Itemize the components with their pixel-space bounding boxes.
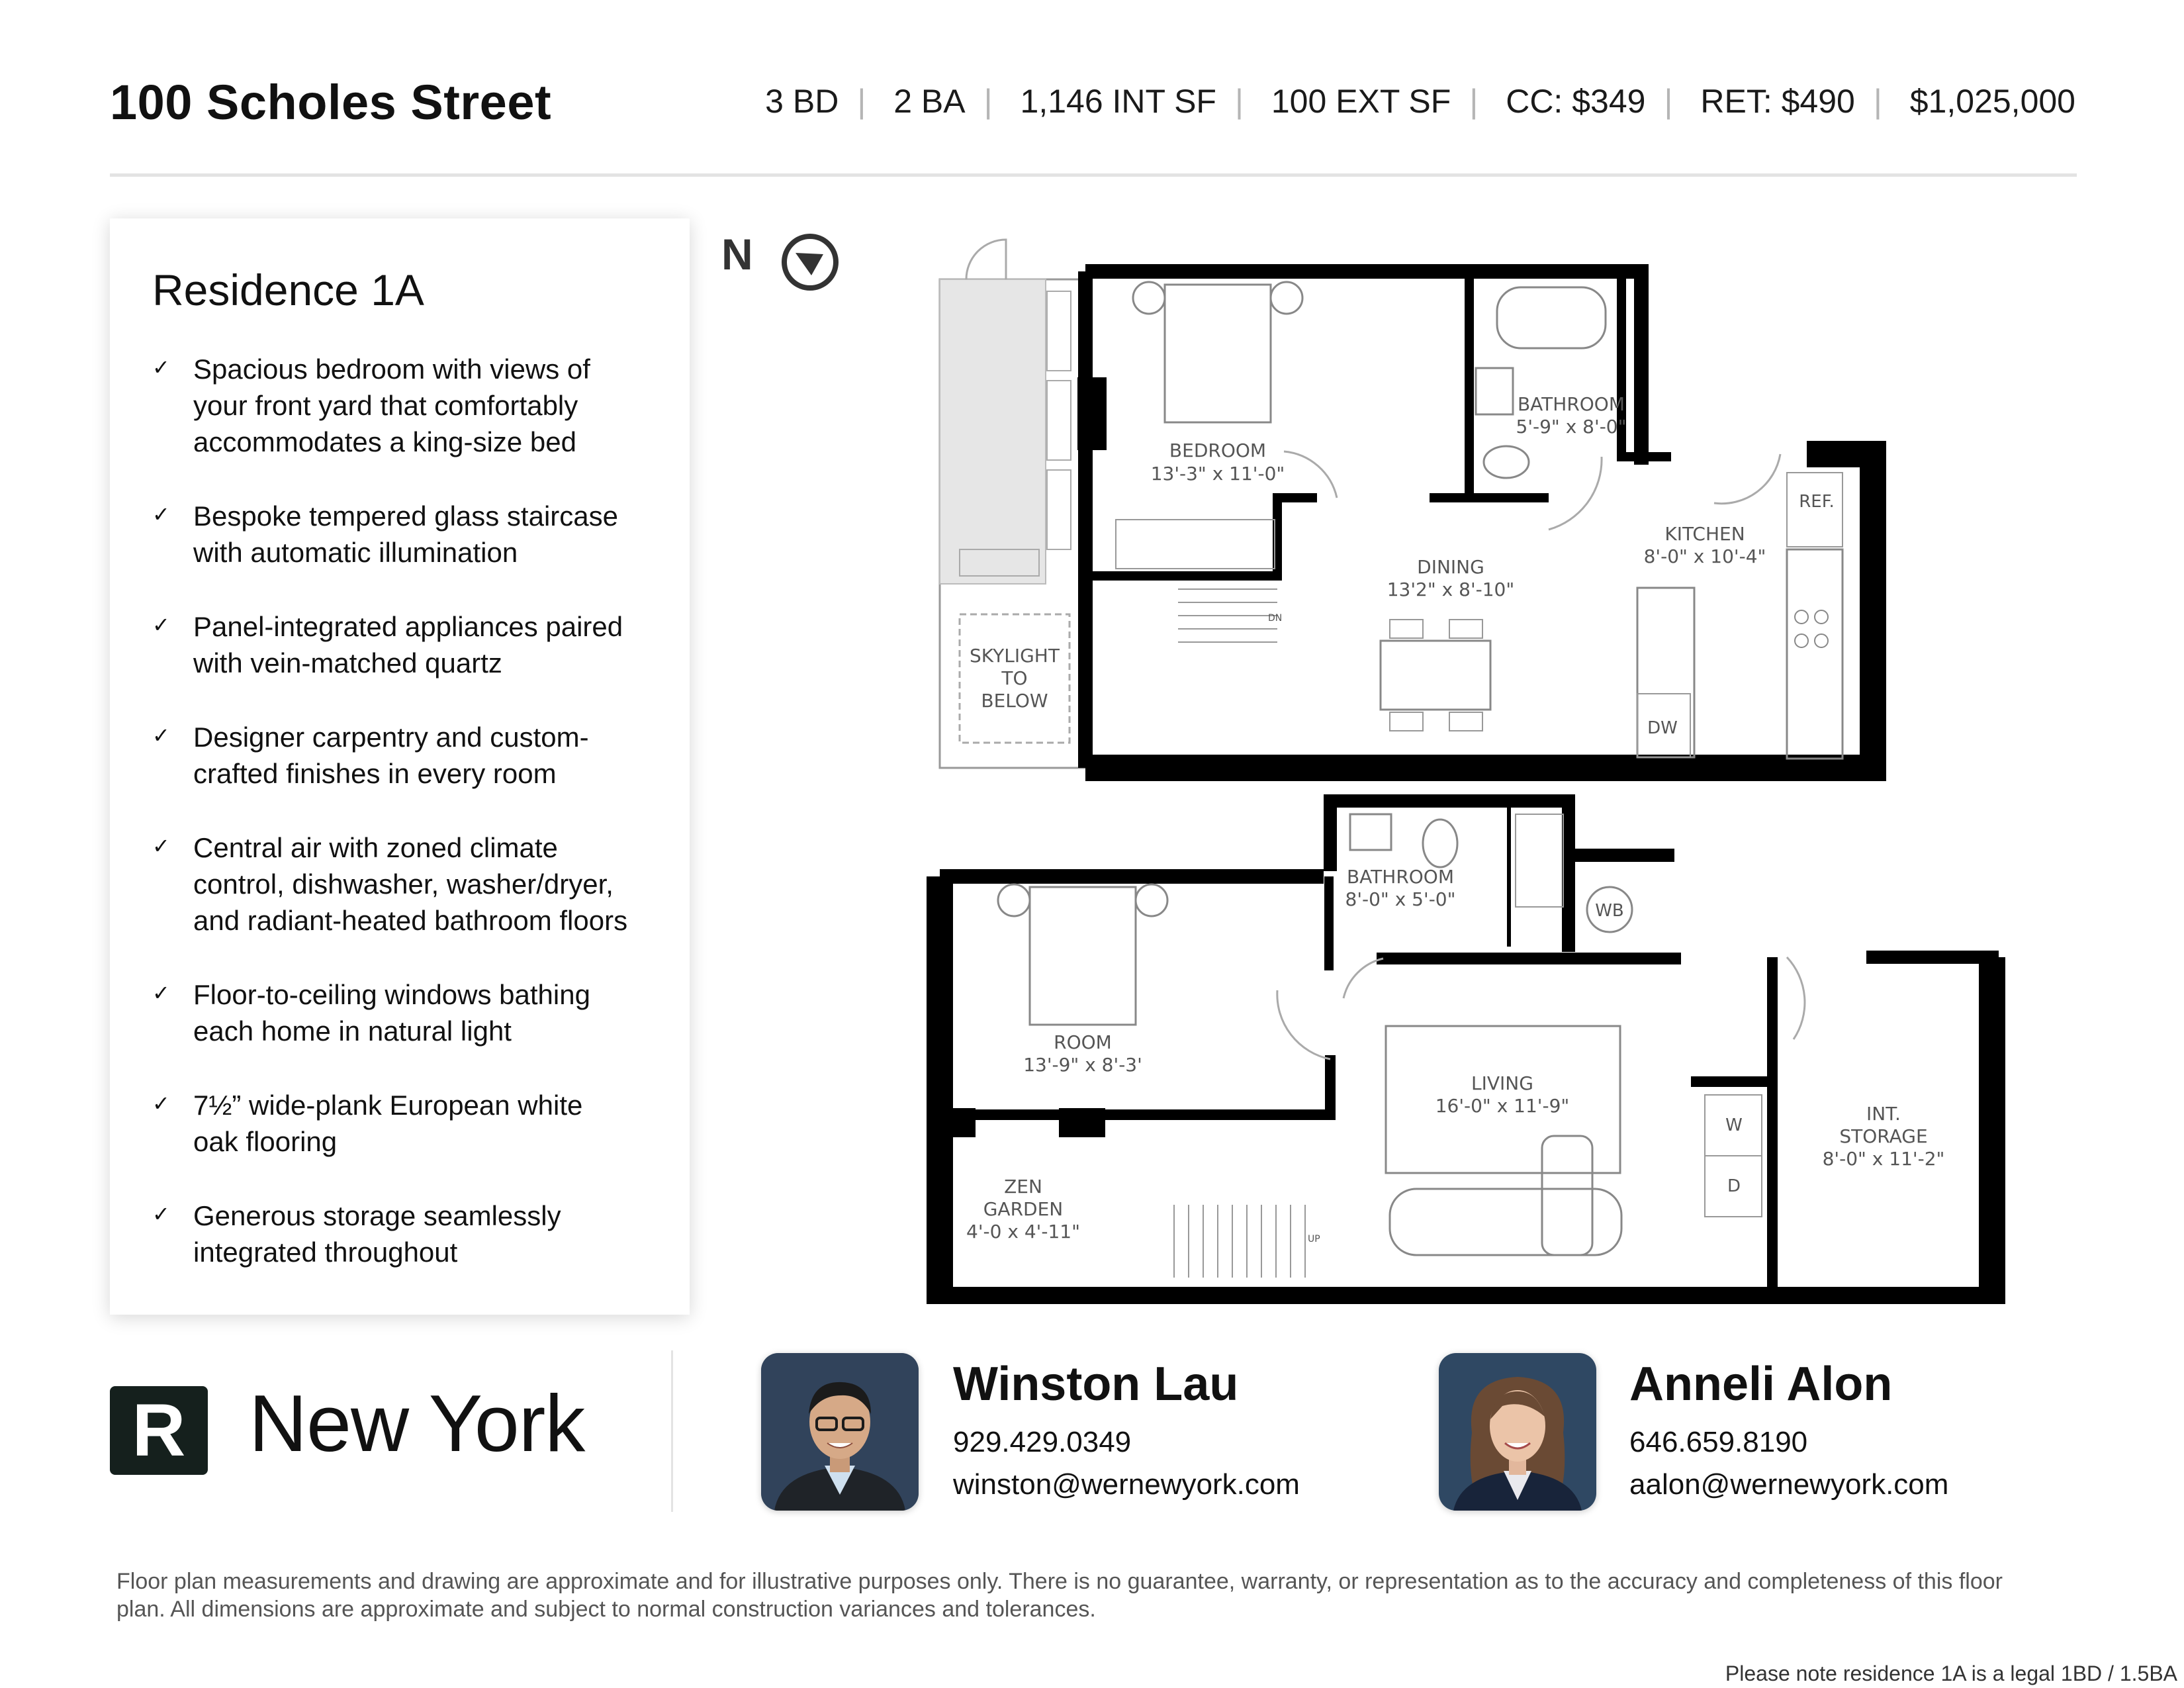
feature-item bbox=[152, 498, 675, 571]
water-boiler-label: WB bbox=[1595, 901, 1624, 921]
feature-line: Bespoke tempered glass staircase bbox=[193, 500, 618, 532]
feature-line: Floor-to-ceiling windows bathing bbox=[193, 979, 590, 1010]
floor-plan-drawing bbox=[927, 218, 2012, 1304]
stat-interior-sf: 1,146 INT SF bbox=[1020, 83, 1216, 120]
upper-bathroom-label: BATHROOM 5'-9" x 8'-0" bbox=[1516, 393, 1627, 438]
check-icon: ✓ bbox=[152, 981, 170, 1005]
residence-card bbox=[110, 218, 690, 1315]
feature-item bbox=[152, 829, 675, 939]
stat-separator: | bbox=[1664, 83, 1673, 120]
stat-separator: | bbox=[1873, 83, 1882, 120]
stat-separator: | bbox=[983, 83, 993, 120]
stat-exterior-sf: 100 EXT SF bbox=[1271, 83, 1451, 120]
check-icon: ✓ bbox=[152, 1092, 170, 1115]
storage-label: INT. STORAGE 8'-0" x 11'-2" bbox=[1822, 1103, 1945, 1170]
ref-label: REF. bbox=[1799, 492, 1835, 512]
stat-bedrooms: 3 BD bbox=[765, 83, 839, 120]
feature-line: crafted finishes in every room bbox=[193, 758, 557, 789]
feature-line: with vein-matched quartz bbox=[193, 647, 502, 679]
feature-item bbox=[152, 351, 675, 460]
dw-label: DW bbox=[1647, 718, 1678, 738]
feature-item bbox=[152, 1197, 675, 1270]
feature-line: each home in natural light bbox=[193, 1015, 512, 1047]
feature-line: with automatic illumination bbox=[193, 537, 518, 568]
feature-line: Central air with zoned climate bbox=[193, 832, 558, 863]
feature-item bbox=[152, 1087, 675, 1160]
feature-line: 7½” wide-plank European white bbox=[193, 1090, 583, 1121]
feature-line: Spacious bedroom with views of bbox=[193, 353, 590, 385]
check-icon: ✓ bbox=[152, 834, 170, 858]
stat-separator: | bbox=[857, 83, 866, 120]
feature-line: and radiant-heated bathroom floors bbox=[193, 905, 628, 936]
stat-real-estate-tax: RET: $490 bbox=[1700, 83, 1855, 120]
agent-phone[interactable]: 646.659.8190 bbox=[1629, 1426, 1808, 1458]
disclaimer-text: Floor plan measurements and drawing are approximate and for illustrative purposes only. There is no guarantee, warranty, or representation as to the accuracy and completeness of this floor plan. All dimensions are approximate and subject to normal construction variances and tolerances. bbox=[116, 1569, 2003, 1622]
lower-level-plan bbox=[940, 801, 2012, 1300]
header-divider bbox=[110, 173, 2077, 177]
agent-name: Anneli Alon bbox=[1629, 1358, 1893, 1411]
feature-line: oak flooring bbox=[193, 1126, 338, 1157]
agent-name: Winston Lau bbox=[953, 1358, 1239, 1411]
living-label: LIVING 16'-0" x 11'-9" bbox=[1435, 1072, 1570, 1117]
agent-email[interactable]: winston@wernewyork.com bbox=[953, 1468, 1300, 1501]
lower-bathroom-label: BATHROOM 8'-0" x 5'-0" bbox=[1345, 866, 1456, 910]
feature-line: Generous storage seamlessly bbox=[193, 1200, 561, 1231]
upper-level-plan bbox=[940, 240, 1873, 768]
agent-photo-avatar bbox=[761, 1353, 919, 1511]
footer-divider bbox=[671, 1350, 673, 1512]
stat-separator: | bbox=[1234, 83, 1244, 120]
brand-name: New York bbox=[249, 1378, 585, 1468]
agent-email[interactable]: aalon@wernewyork.com bbox=[1629, 1468, 1949, 1501]
agent-photo-avatar bbox=[1439, 1353, 1596, 1511]
kitchen-label: KITCHEN 8'-0" x 10'-4" bbox=[1643, 523, 1766, 567]
check-icon: ✓ bbox=[152, 724, 170, 747]
brand-logo: R bbox=[110, 1386, 208, 1475]
residence-title: Residence 1A bbox=[152, 265, 424, 314]
feature-item bbox=[152, 608, 675, 681]
compass-icon bbox=[780, 232, 841, 293]
check-icon: ✓ bbox=[152, 613, 170, 637]
stair-down-label: DN bbox=[1268, 613, 1283, 624]
dryer-label: D bbox=[1727, 1176, 1741, 1196]
feature-line: integrated throughout bbox=[193, 1237, 458, 1268]
feature-item bbox=[152, 719, 675, 792]
check-icon: ✓ bbox=[152, 355, 170, 379]
feature-line: Panel-integrated appliances paired bbox=[193, 611, 623, 642]
feature-list bbox=[152, 351, 675, 1308]
north-label: N bbox=[721, 230, 753, 279]
check-icon: ✓ bbox=[152, 1202, 170, 1226]
feature-item bbox=[152, 976, 675, 1049]
legal-note: Please note residence 1A is a legal 1BD / 1.5BA bbox=[1725, 1662, 2177, 1685]
listing-stats bbox=[765, 82, 2075, 120]
page-title: 100 Scholes Street bbox=[110, 75, 552, 130]
zen-garden-label: ZEN GARDEN 4'-0 x 4'-11" bbox=[966, 1176, 1080, 1243]
room-label: ROOM 13'-9" x 8'-3' bbox=[1023, 1031, 1142, 1076]
feature-line: Designer carpentry and custom- bbox=[193, 722, 589, 753]
feature-line: control, dishwasher, washer/dryer, bbox=[193, 868, 614, 900]
washer-label: W bbox=[1725, 1115, 1743, 1135]
skylight-label: SKYLIGHT TO BELOW bbox=[970, 645, 1060, 712]
check-icon: ✓ bbox=[152, 502, 170, 526]
feature-line: your front yard that comfortably bbox=[193, 390, 578, 421]
stat-separator: | bbox=[1469, 83, 1479, 120]
stat-bathrooms: 2 BA bbox=[893, 83, 966, 120]
feature-line: accommodates a king-size bed bbox=[193, 426, 576, 457]
stat-common-charges: CC: $349 bbox=[1506, 83, 1646, 120]
dining-label: DINING 13'2" x 8'-10" bbox=[1387, 556, 1515, 600]
agent-phone[interactable]: 929.429.0349 bbox=[953, 1426, 1132, 1458]
upper-bedroom-label: BEDROOM 13'-3" x 11'-0" bbox=[1150, 440, 1285, 485]
stat-price: $1,025,000 bbox=[1909, 83, 2075, 120]
stair-up-label: UP bbox=[1308, 1234, 1320, 1244]
